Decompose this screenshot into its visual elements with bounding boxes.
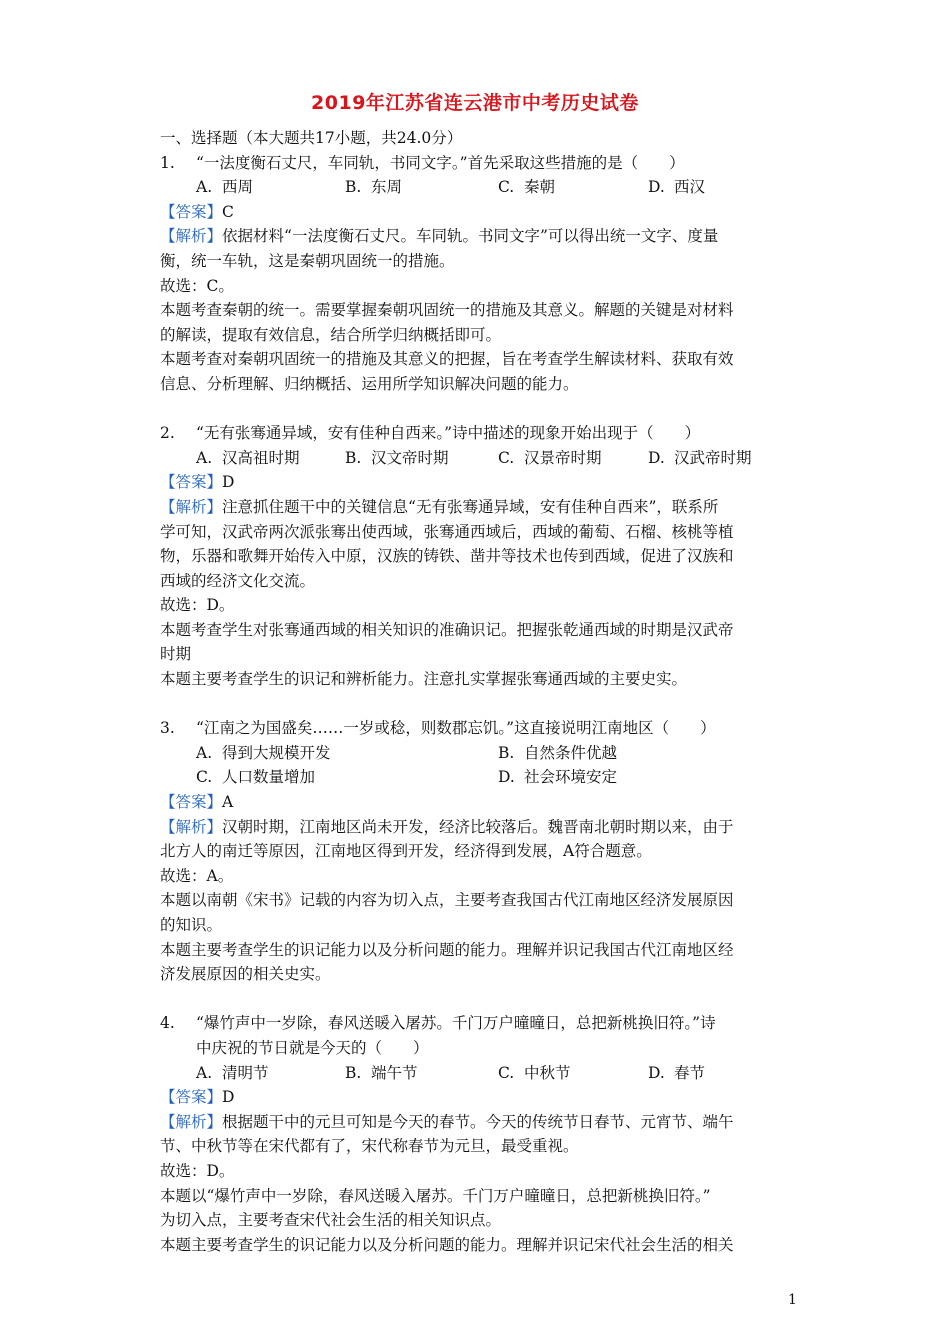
analysis-line bbox=[160, 224, 790, 249]
question-stem-text: 中庆祝的节日就是今天的（ ） bbox=[196, 1038, 429, 1057]
analysis-tag: 【解析】 bbox=[160, 817, 223, 836]
analysis-text: 衡，统一车轨，这是秦朝巩固统一的措施。 bbox=[160, 251, 455, 270]
analysis-line bbox=[160, 839, 790, 864]
answer-option bbox=[498, 741, 617, 766]
option-text: 西汉 bbox=[674, 178, 706, 197]
question-stem-text: “无有张骞通异域，安有佳种自西来。”诗中描述的现象开始出现于（ ） bbox=[196, 424, 701, 443]
analysis-line bbox=[160, 815, 790, 840]
option-text: 汉武帝时期 bbox=[674, 448, 752, 467]
option-label: A. bbox=[196, 448, 213, 467]
question-number: 3. bbox=[160, 719, 175, 738]
option-text: 得到大规模开发 bbox=[222, 743, 331, 762]
explanation-line: 的知识。 bbox=[160, 916, 223, 934]
question-spacer bbox=[160, 397, 790, 422]
question-spacer bbox=[160, 692, 790, 717]
answer-option bbox=[498, 765, 617, 790]
option-text: 汉高祖时期 bbox=[222, 448, 300, 467]
option-label: C. bbox=[196, 768, 213, 787]
option-label: B. bbox=[345, 1063, 362, 1082]
analysis-text: 节、中秋节等在宋代都有了，宋代称春节为元旦，最受重视。 bbox=[160, 1137, 579, 1156]
analysis-text: 根据题干中的元旦可知是今天的春节。今天的传统节日春节、元宵节、端午 bbox=[222, 1112, 734, 1131]
explanation-line: 时期 bbox=[160, 645, 192, 664]
question-number: 2. bbox=[160, 424, 175, 443]
option-text: 自然条件优越 bbox=[524, 743, 618, 762]
analysis-line bbox=[160, 569, 790, 594]
question-number: 1. bbox=[160, 153, 175, 172]
explanation-line: 信息、分析理解、归纳概括、运用所学知识解决问题的能力。 bbox=[160, 374, 579, 393]
answer-tag: 【答案】 bbox=[160, 202, 223, 221]
question-spacer bbox=[160, 987, 790, 1012]
options-row bbox=[160, 1061, 790, 1086]
analysis-line bbox=[160, 544, 790, 569]
question-number: 4. bbox=[160, 1014, 175, 1033]
option-text: 汉景帝时期 bbox=[524, 448, 602, 467]
answer-value: D bbox=[222, 473, 235, 492]
analysis-text: 注意抓住题干中的关键信息“无有张骞通异域，安有佳种自西来”，联系所 bbox=[222, 497, 719, 516]
question-block bbox=[160, 716, 790, 1011]
question-block bbox=[160, 1011, 790, 1257]
answer-option bbox=[196, 741, 331, 766]
answer-tag: 【答案】 bbox=[160, 1088, 223, 1107]
answer-option bbox=[345, 175, 402, 200]
answer-tag: 【答案】 bbox=[160, 793, 223, 812]
explanation-line: 本题以“爆竹声中一岁除，春风送暖入屠苏。千门万户曈曈日，总把新桃换旧符。” bbox=[160, 1186, 711, 1205]
analysis-line bbox=[160, 495, 790, 520]
explanation-line: 故选：D。 bbox=[160, 596, 235, 615]
option-label: B. bbox=[498, 743, 515, 762]
answer-option bbox=[345, 1061, 418, 1086]
option-label: D. bbox=[498, 768, 515, 787]
analysis-text: 物，乐器和歌舞开始传入中原，汉族的铸铁、凿井等技术也传到西域，促进了汉族和 bbox=[160, 547, 734, 566]
option-label: D. bbox=[648, 178, 665, 197]
option-label: D. bbox=[648, 1063, 665, 1082]
options-row bbox=[160, 741, 790, 766]
option-label: D. bbox=[648, 448, 665, 467]
analysis-line bbox=[160, 520, 790, 545]
option-text: 东周 bbox=[371, 178, 403, 197]
analysis-text: 北方人的南迁等原因，江南地区得到开发，经济得到发展，A符合题意。 bbox=[160, 842, 652, 861]
question-block bbox=[160, 151, 790, 422]
option-text: 社会环境安定 bbox=[524, 768, 618, 787]
option-text: 端午节 bbox=[371, 1063, 418, 1082]
option-label: C. bbox=[498, 1063, 515, 1082]
analysis-text: 依据材料“一法度衡石丈尺。车同轨。书同文字”可以得出统一文字、度量 bbox=[222, 227, 719, 246]
question-stem-text: “一法度衡石丈尺，车同轨，书同文字。”首先采取这些措施的是（ ） bbox=[196, 153, 685, 172]
question-stem-text: “爆竹声中一岁除，春风送暖入屠苏。千门万户曈曈日，总把新桃换旧符。”诗 bbox=[196, 1014, 716, 1033]
option-text: 秦朝 bbox=[524, 178, 556, 197]
answer-tag: 【答案】 bbox=[160, 473, 223, 492]
answer-line bbox=[160, 790, 790, 815]
explanation-line: 本题以南朝《宋书》记载的内容为切入点，主要考查我国古代江南地区经济发展原因 bbox=[160, 891, 734, 910]
explanation-line: 本题考查学生对张骞通西域的相关知识的准确识记。把握张乾通西域的时期是汉武帝 bbox=[160, 620, 734, 639]
answer-line bbox=[160, 470, 790, 495]
answer-option bbox=[196, 446, 300, 471]
explanation-line: 本题考查对秦朝巩固统一的措施及其意义的把握，旨在考查学生解读材料、获取有效 bbox=[160, 350, 734, 369]
option-label: B. bbox=[345, 448, 362, 467]
analysis-tag: 【解析】 bbox=[160, 497, 223, 516]
answer-option bbox=[345, 446, 449, 471]
question-stem-line bbox=[160, 716, 790, 741]
option-label: A. bbox=[196, 743, 213, 762]
question-stem-line bbox=[160, 1011, 790, 1036]
options-row bbox=[160, 446, 790, 471]
explanation-line: 为切入点，主要考查宋代社会生活的相关知识点。 bbox=[160, 1211, 502, 1230]
answer-line bbox=[160, 1085, 790, 1110]
answer-line bbox=[160, 200, 790, 225]
explanation-line: 本题主要考查学生的识记和辨析能力。注意扎实掌握张骞通西域的主要史实。 bbox=[160, 670, 688, 689]
option-label: C. bbox=[498, 448, 515, 467]
analysis-tag: 【解析】 bbox=[160, 1112, 223, 1131]
explanation-line: 故选：D。 bbox=[160, 1161, 235, 1180]
explanation-line: 故选：C。 bbox=[160, 276, 234, 295]
answer-option bbox=[498, 446, 602, 471]
explanation-line: 的解读，提取有效信息，结合所学归纳概括即可。 bbox=[160, 325, 502, 344]
answer-option bbox=[648, 1061, 705, 1086]
exam-content bbox=[160, 126, 790, 1257]
page-title: 2019年江苏省连云港市中考历史试卷 bbox=[311, 92, 639, 114]
analysis-text: 汉朝时期，江南地区尚未开发，经济比较落后。魏晋南北朝时期以来，由于 bbox=[222, 817, 734, 836]
options-row bbox=[160, 175, 790, 200]
answer-value: C bbox=[222, 202, 234, 221]
explanation-line: 本题考查秦朝的统一。需要掌握秦朝巩固统一的措施及其意义。解题的关键是对材料 bbox=[160, 301, 734, 320]
analysis-line bbox=[160, 1110, 790, 1135]
question-stem-line bbox=[160, 151, 790, 176]
answer-option bbox=[196, 765, 315, 790]
section-heading: 一、选择题（本大题共17小题，共24.0分） bbox=[160, 129, 463, 147]
explanation-line: 济发展原因的相关史实。 bbox=[160, 965, 331, 984]
explanation-line: 故选：A。 bbox=[160, 866, 234, 885]
analysis-text: 学可知，汉武帝两次派张骞出使西域，张骞通西域后，西域的葡萄、石榴、核桃等植 bbox=[160, 522, 734, 541]
analysis-line bbox=[160, 1134, 790, 1159]
explanation-line: 本题主要考查学生的识记能力以及分析问题的能力。理解并识记宋代社会生活的相关 bbox=[160, 1235, 734, 1254]
page-number: 1 bbox=[788, 1292, 797, 1308]
answer-option bbox=[498, 1061, 571, 1086]
option-label: C. bbox=[498, 178, 515, 197]
option-text: 人口数量增加 bbox=[222, 768, 316, 787]
answer-option bbox=[648, 175, 705, 200]
option-label: A. bbox=[196, 178, 213, 197]
answer-option bbox=[648, 446, 752, 471]
question-stem-line bbox=[160, 421, 790, 446]
option-label: B. bbox=[345, 178, 362, 197]
option-text: 清明节 bbox=[222, 1063, 269, 1082]
option-label: A. bbox=[196, 1063, 213, 1082]
options-row bbox=[160, 765, 790, 790]
question-stem-line bbox=[160, 1036, 790, 1061]
analysis-line bbox=[160, 249, 790, 274]
answer-option bbox=[498, 175, 555, 200]
question-block bbox=[160, 421, 790, 716]
option-text: 春节 bbox=[674, 1063, 706, 1082]
answer-option bbox=[196, 175, 253, 200]
analysis-text: 西域的经济文化交流。 bbox=[160, 571, 316, 590]
option-text: 中秋节 bbox=[524, 1063, 571, 1082]
option-text: 西周 bbox=[222, 178, 254, 197]
answer-value: D bbox=[222, 1088, 235, 1107]
question-stem-text: “江南之为国盛矣……一岁或稔，则数郡忘饥。”这直接说明江南地区（ ） bbox=[196, 719, 716, 738]
answer-option bbox=[196, 1061, 269, 1086]
answer-value: A bbox=[222, 793, 234, 812]
option-text: 汉文帝时期 bbox=[371, 448, 449, 467]
analysis-tag: 【解析】 bbox=[160, 227, 223, 246]
explanation-line: 本题主要考查学生的识记能力以及分析问题的能力。理解并识记我国古代江南地区经 bbox=[160, 940, 734, 959]
